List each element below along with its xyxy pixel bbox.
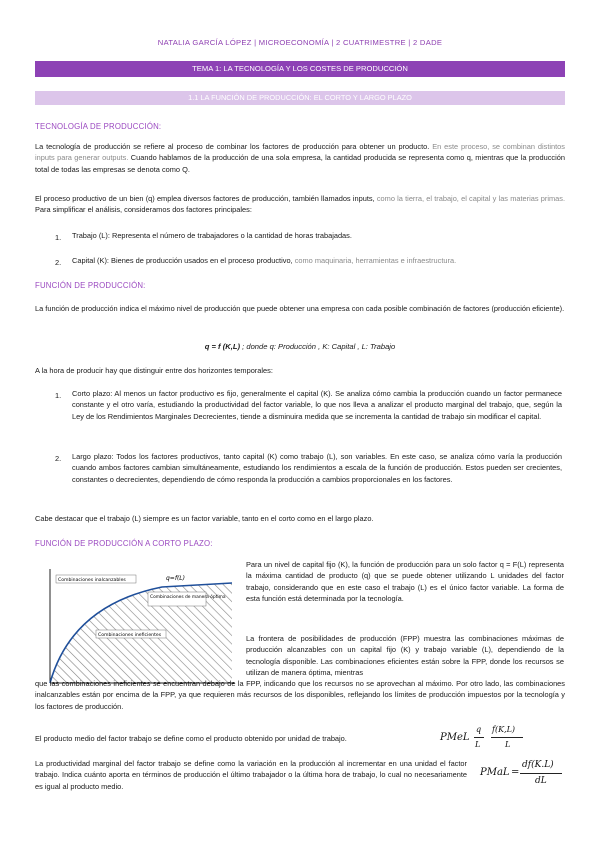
paragraph-proceso	[35, 193, 565, 216]
section-title-corto-plazo: FUNCIÓN DE PRODUCCIÓN A CORTO PLAZO:	[35, 539, 213, 548]
section-title-funcion: FUNCIÓN DE PRODUCCIÓN:	[35, 281, 146, 290]
pm-symbol: PMeL	[440, 732, 470, 743]
text-span: El proceso productivo de un bien (q) emplea diversos factores de producción, también llamados inputs,	[35, 194, 375, 203]
text-span: La tecnología de producción se refiere al proceso de combinar los factores de producción para obtener un producto.	[35, 142, 430, 151]
paragraph-fpp-cont: que las combinaciones ineficientes se encuentran debajo de la FPP, indicando que los recursos no se aprovechan al máximo. Por otro lado, las combinaciones inalcanzables están por encima de la FPP, ya que requieren más recursos de los disponibles, reflejando los límites de producción impuestos por la tecnología y los factores de producción.	[35, 679, 565, 711]
paragraph-horizontes: A la hora de producir hay que distinguir entre dos horizontes temporales:	[35, 366, 273, 375]
topic-title: TEMA 1: LA TECNOLOGÍA Y LOS COSTES DE PRODUCCIÓN	[35, 61, 565, 77]
paragraph-nivel-capital: Para un nivel de capital fijo (K), la función de producción para un solo factor q = F(L) representa la máxima cantidad de producto (q) que se puede obtener utilizando L unidades del factor trabajo, considerando que en este caso el trabajo (L) es el único factor variable. La forma de esta función está determinada por la tecnología.	[246, 560, 564, 604]
pmg-fraction-bar	[520, 773, 562, 774]
paragraph-destacar: Cabe destacar que el trabajo (L) siempre es un factor variable, tanto en el corto como en el largo plazo.	[35, 514, 374, 523]
production-frontier-chart	[42, 565, 237, 685]
text-span-muted: como la tierra, el trabajo, el capital y las materias primas.	[376, 194, 566, 203]
paragraph-productividad-marginal: La productividad marginal del factor trabajo se define como la variación en la producción al incrementar en una unidad el factor trabajo. Indica cuánto aporta en términos de producción el último trabajador o la última hora de trabajo, lo cual no necesariamente es igual al producto medio.	[35, 759, 467, 791]
pmg-dl: dL	[535, 776, 547, 786]
list-item-largo-plazo: Largo plazo: Todos los factores productivos, tanto capital (K) como trabajo (L), son variables. En este caso, se analiza cómo varía la producción cuando ambos factores cambian simultáneamente, estudiando los rendimientos a escala de la función de producción. Estos pueden ser crecientes, constantes o decrecientes, dependiendo de cómo responda la producción a cambios proporcionales en los factores.	[72, 452, 562, 484]
production-formula	[0, 342, 600, 351]
list-number: 1.	[55, 391, 62, 400]
pmg-symbol: PMaL	[480, 767, 510, 778]
paragraph-funcion: La función de producción indica el máximo nivel de producción que puede obtener una empresa con cada posible combinación de factores (producción eficiente).	[35, 304, 565, 313]
section-title-tecnologia: TECNOLOGÍA DE PRODUCCIÓN:	[35, 122, 162, 131]
paragraph-tecnologia	[35, 141, 565, 175]
list-number: 1.	[55, 233, 62, 242]
label-inefficient: Combinaciones ineficientes	[98, 633, 162, 638]
pmg-equals: =	[511, 767, 520, 778]
paragraph-fpp: La frontera de posibilidades de producción (FPP) muestra las combinaciones máximas de producción alcanzables con un capital fijo (K) y trabajo variable (L), dependiendo de la tecnología disponible. Las combinaciones eficientes están sobre la FPP, donde los recursos se utilizan de manera óptima, mientras	[246, 634, 564, 678]
label-unattainable: Combinaciones inalcanzables	[58, 578, 126, 583]
text-span-muted: En este proceso, se combinan distintos inputs para generar outputs.	[35, 142, 565, 163]
subtopic-title: 1.1 LA FUNCIÓN DE PRODUCCIÓN: EL CORTO Y LARGO PLAZO	[35, 91, 565, 105]
pm-L2: L	[505, 740, 511, 749]
formula-main: q = f (K,L)	[204, 342, 240, 351]
list-item-corto-plazo: Corto plazo: Al menos un factor productivo es fijo, generalmente el capital (K). Se analiza cómo cambia la producción cuando un factor permanece constante y el otro varía, estudiando la productividad del factor variable, lo que nos lleva a analizar el producto marginal del trabajo, que, según la Ley de los Rendimientos Marginales Decrecientes, tiende a disminuira medida que se incrementa la cantidad de trabajo sin modificar el capital.	[72, 389, 562, 421]
pm-fraction-bar-2	[491, 737, 523, 738]
pm-fkl: f(K,L)	[492, 725, 516, 734]
text-span: Para simplificar el análisis, consideramos dos factores principales:	[35, 205, 252, 215]
pmg-df: df(K.L)	[522, 760, 554, 770]
paragraph-producto-medio: El producto medio del factor trabajo se define como el producto obtenido por unidad de trabajo.	[35, 734, 347, 743]
pm-L: L	[475, 740, 481, 749]
list-item-trabajo: Trabajo (L): Representa el número de trabajadores o la cantidad de horas trabajadas.	[72, 231, 352, 240]
text-span: Capital (K): Bienes de producción usados en el proceso productivo,	[72, 256, 293, 265]
pm-fraction-bar	[474, 737, 484, 738]
list-number: 2.	[55, 258, 62, 267]
pm-q: q	[476, 725, 482, 734]
text-span: Cuando hablamos de la producción de una sola empresa, la cantidad producida se representa como q, mientras que la producción total de todas las empresas se denota como Q.	[35, 153, 565, 174]
running-header: NATALIA GARCÍA LÓPEZ | MICROECONOMÍA | 2 CUATRIMESTRE | 2 DADE	[157, 38, 443, 47]
curve-label: q=f(L)	[166, 575, 185, 582]
list-number: 2.	[55, 454, 62, 463]
text-span-muted: como maquinaria, herramientas e infraestructura.	[294, 256, 457, 265]
label-optimal: Combinaciones de manera óptima	[150, 595, 226, 600]
list-item-capital	[72, 255, 562, 266]
formula-rest: ; donde q: Producción , K: Capital , L: Trabajo	[242, 342, 396, 351]
